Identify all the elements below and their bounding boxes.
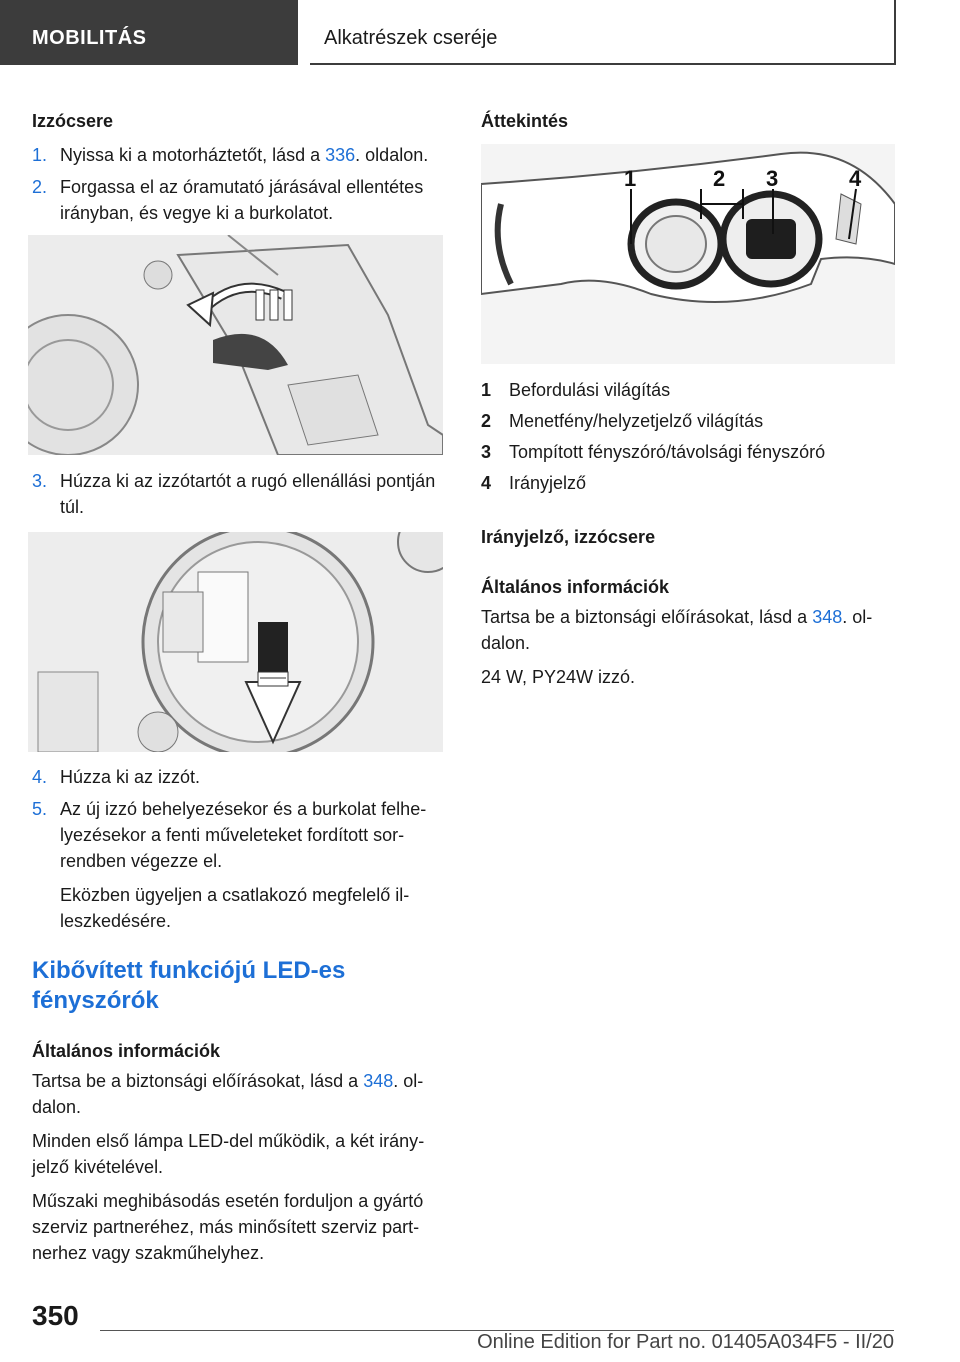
step-number: 1.: [32, 145, 48, 165]
left-column: [32, 100, 444, 226]
legend-item: 3 Tompított fényszóró/távolsági fényszóró: [481, 442, 826, 462]
cover-removal-illustration: [28, 235, 443, 455]
heading-bulb-change: Izzócsere: [32, 111, 114, 131]
right-column-lower: [481, 377, 895, 690]
legend-item: 1 Befordulási világítás: [481, 380, 671, 400]
step-3: 3. Húzza ki az izzótartót a rugó ellenállási pontján túl.: [32, 468, 444, 520]
legend-item: 4 Irányjelző: [481, 473, 587, 493]
safety-paragraph-right: Tartsa be a biztonsági előírásokat, lásd a 348. oldalon.: [481, 607, 873, 653]
left-column-lower: [32, 764, 444, 1266]
step-2: 2. Forgassa el az óramutató járásával ellentétes irányban, és vegye ki a burkolatot.: [32, 174, 444, 226]
figure-bulb-holder: [28, 532, 443, 752]
step-number: 5.: [32, 799, 48, 819]
safety-paragraph: Tartsa be a biztonsági előírásokat, lásd a 348. oldalon.: [32, 1071, 424, 1117]
heading-overview: Áttekintés: [481, 111, 569, 131]
page-link-348[interactable]: 348: [363, 1071, 394, 1091]
step-5: 5. Az új izzó behelyezésekor és a burkolat felhelyezésekor a fenti műveleteket fordított sorrendben végezze el.: [32, 796, 444, 874]
step-1: 1. Nyissa ki a motorháztetőt, lásd a 336. oldalon.: [32, 142, 444, 168]
section-title-led: Kibővített funkciójú LED-es fényszórók: [32, 957, 346, 1014]
bulb-spec: 24 W, PY24W izzó.: [481, 667, 636, 687]
right-column-top: [481, 100, 895, 134]
figure-cover-removal: [28, 235, 443, 455]
page-number: 350: [32, 1300, 79, 1331]
callout-4: 4: [849, 166, 862, 191]
chapter-title: Alkatrészek cseréje: [324, 27, 498, 49]
step-4: 4. Húzza ki az izzót.: [32, 764, 444, 790]
edition-info: Online Edition for Part no. 01405A034F5 - II/20: [477, 1331, 894, 1353]
callout-2: 2: [713, 166, 726, 191]
heading-turn-signal: Irányjelző, izzócsere: [481, 527, 656, 547]
page-link-336[interactable]: 336: [325, 145, 356, 165]
step-5-note: Eközben ügyeljen a csatlakozó megfelelő illeszkedésére.: [60, 885, 410, 931]
heading-general-info: Általános információk: [32, 1041, 221, 1061]
chapter-header: [310, 0, 896, 65]
bulb-holder-illustration: [28, 532, 443, 752]
step-number: 4.: [32, 767, 48, 787]
callout-3: 3: [766, 166, 779, 191]
left-column-step3: [32, 468, 444, 520]
step-number: 3.: [32, 471, 48, 491]
step-number: 2.: [32, 177, 48, 197]
headlight-illustration: [481, 144, 895, 364]
callout-1: 1: [624, 166, 637, 191]
figure-headlight-overview: [481, 144, 895, 364]
service-paragraph: Műszaki meghibásodás esetén forduljon a gyártó szerviz partneréhez, más minősített szerviz partnerhez vagy szakműhelyhez.: [32, 1191, 424, 1263]
section-tab: [0, 0, 298, 65]
legend-item: 2 Menetfény/helyzetjelző világítás: [481, 411, 764, 431]
led-paragraph: Minden első lámpa LED-del működik, a két irányjelző kivételével.: [32, 1131, 425, 1177]
section-title: MOBILITÁS: [32, 27, 147, 49]
heading-general-info-right: Általános információk: [481, 577, 670, 597]
page-link-348[interactable]: 348: [812, 607, 843, 627]
